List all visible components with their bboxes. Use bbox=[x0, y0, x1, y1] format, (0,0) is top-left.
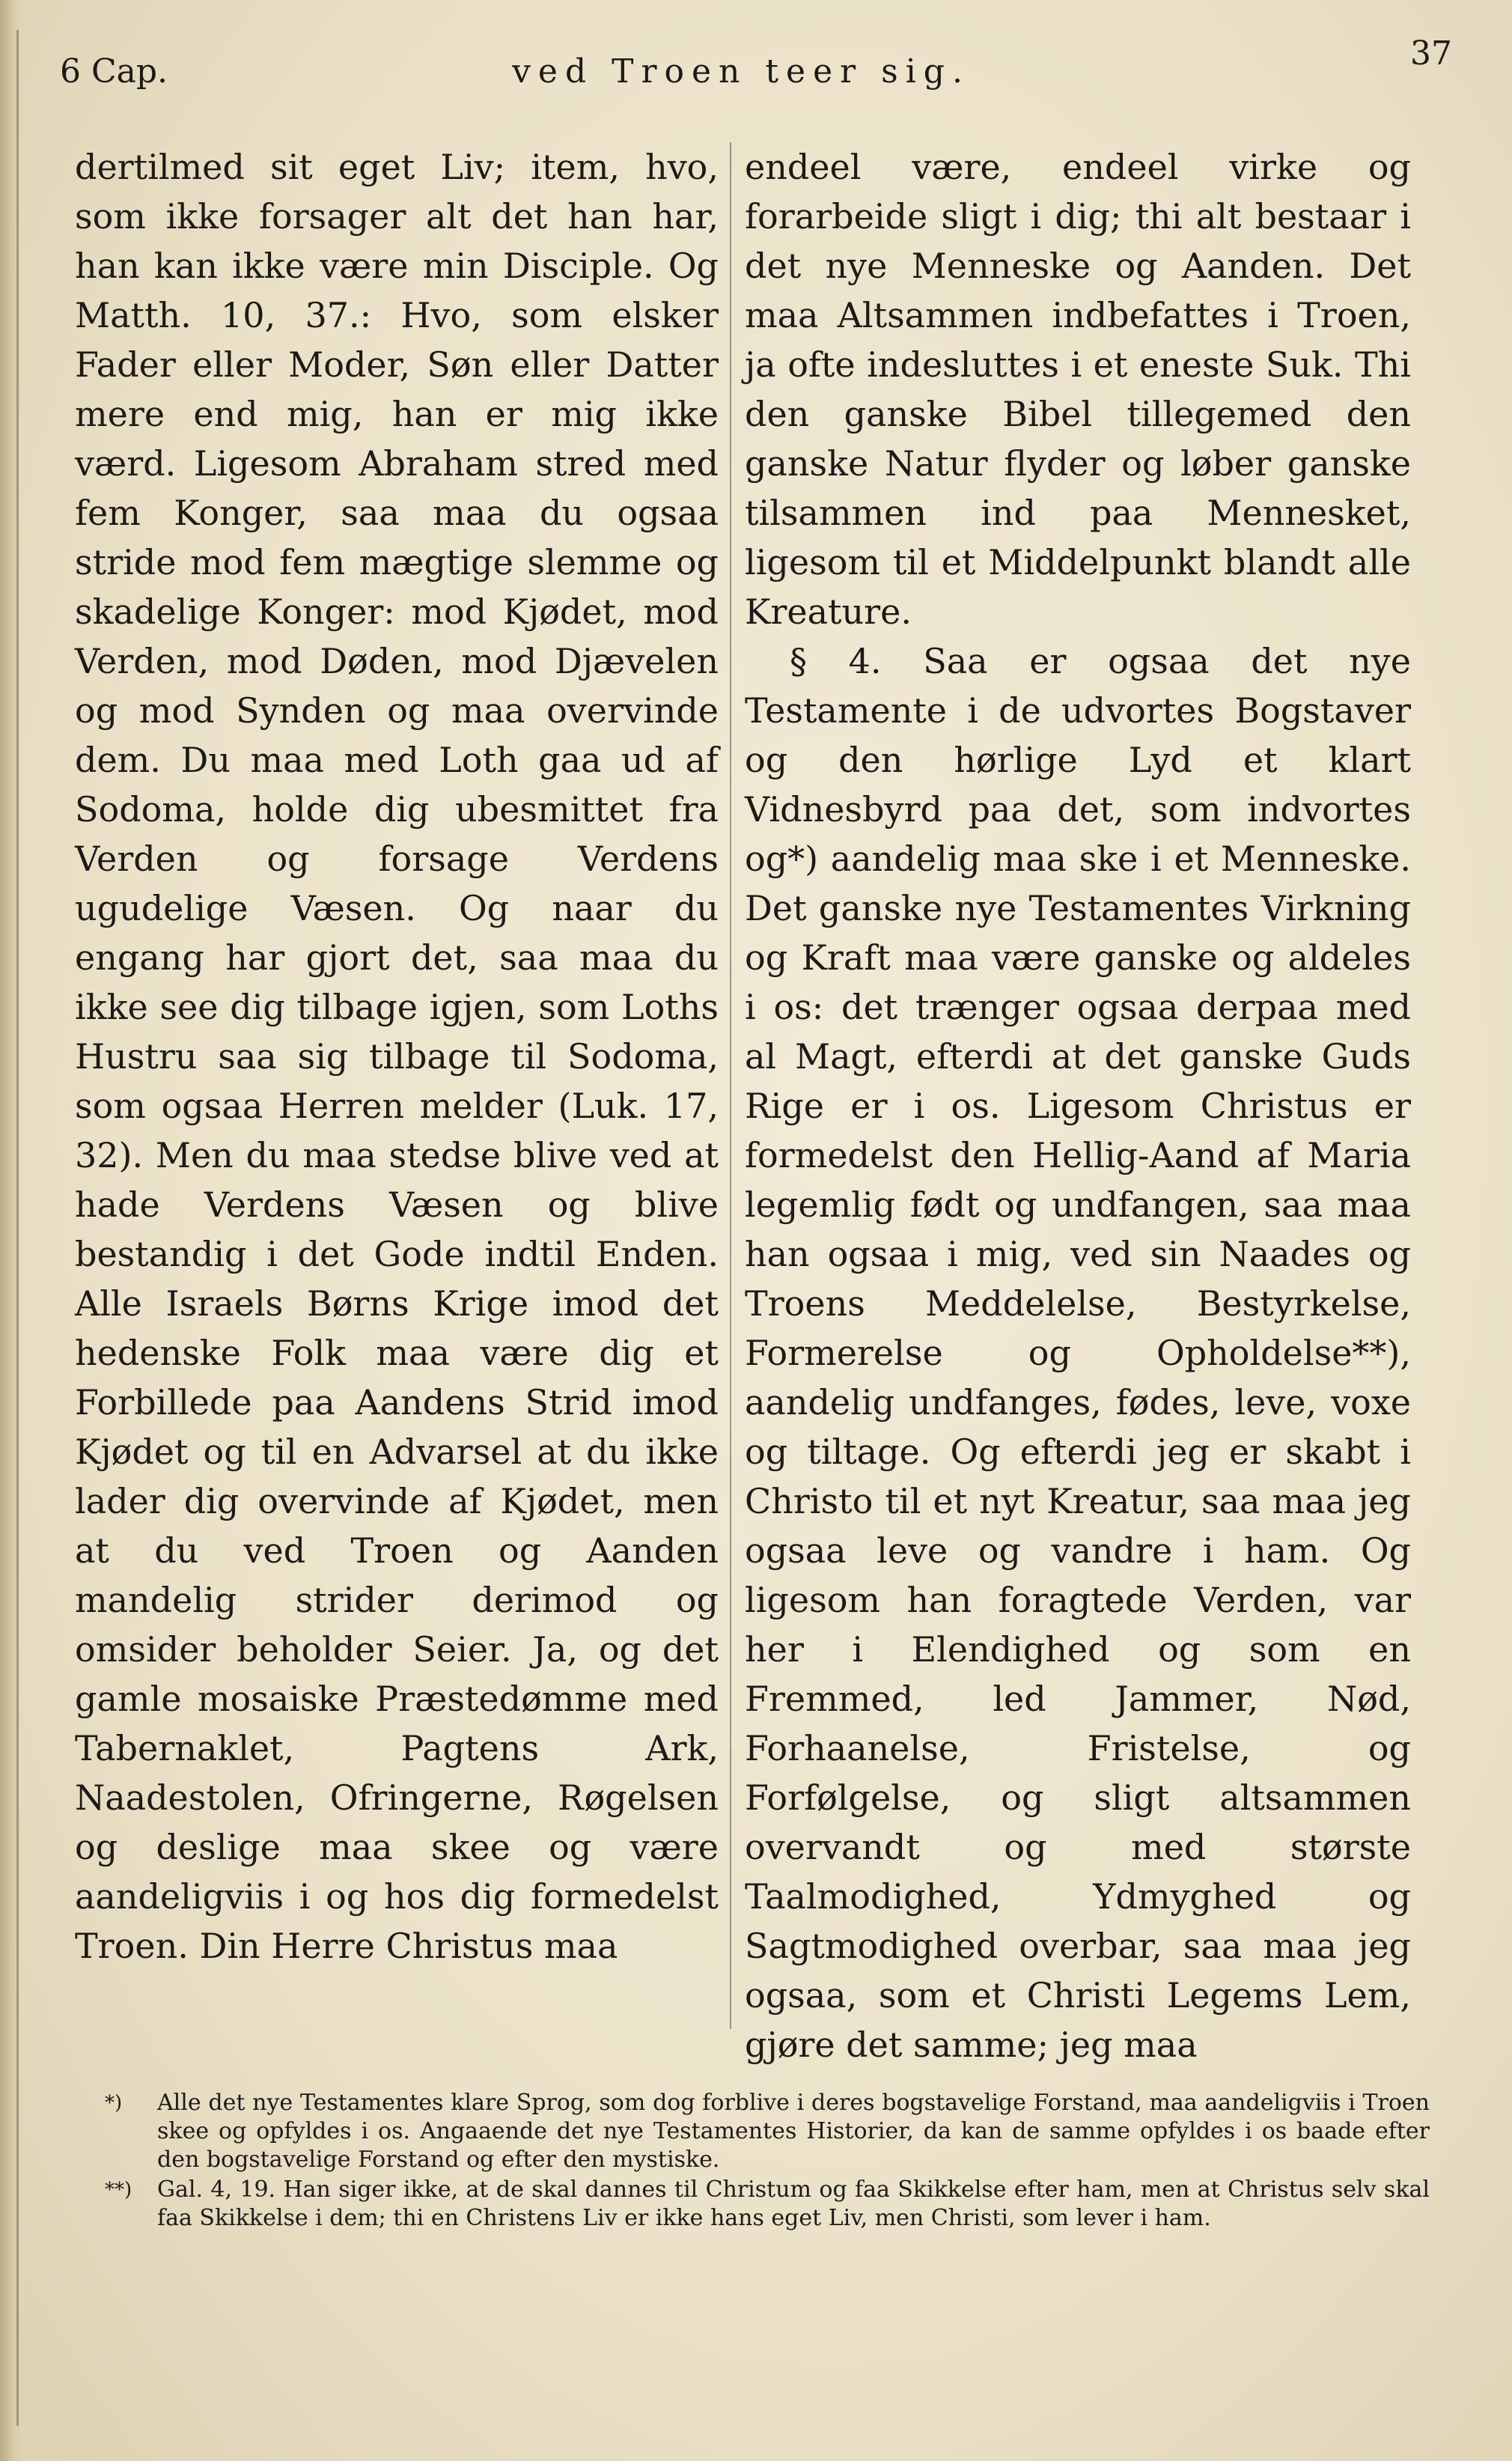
page-number: 37 bbox=[1410, 34, 1452, 73]
right-column bbox=[745, 142, 1411, 2069]
footnotes bbox=[105, 2089, 1430, 2234]
left-column bbox=[75, 142, 719, 1971]
right-paragraph-2: § 4. Saa er ogsaa det nye Testamente i de udvortes Bogstaver og den hørlige Lyd et klart Vidnesbyrd paa det, som indvortes og*) aandelig maa ske i et Menneske. Det ganske nye Testamentes Virkning og Kraft maa være ganske og aldeles i os: det trænger ogsaa derpaa med al Magt, efterdi at det ganske Guds Rige er i os. Ligesom Christus er formedelst den Hellig-Aand af Maria legemlig født og undfangen, saa maa han ogsaa i mig, ved sin Naades og Troens Meddelelse, Bestyrkelse, Formerelse og Opholdelse**), aandelig undfanges, fødes, leve, voxe og tiltage. Og efterdi jeg er skabt i Christo til et nyt Kreatur, saa maa jeg ogsaa leve og vandre i ham. Og ligesom han foragtede Verden, var her i Elendighed og som en Fremmed, led Jammer, Nød, Forhaanelse, Fristelse, og Forfølgelse, og sligt altsammen overvandt og med største Taalmodighed, Ydmyghed og Sagtmodighed overbar, saa maa jeg ogsaa, som et Christi Legems Lem, gjøre det samme; jeg maa bbox=[745, 641, 1411, 2065]
page-edge-rule bbox=[16, 30, 19, 2426]
right-paragraph-1: endeel være, endeel virke og forarbeide sligt i dig; thi alt bestaar i det nye Menneske og Aanden. Det maa Altsammen indbefattes i Troen, ja ofte indesluttes i et eneste Suk. Thi den ganske Bibel tillegemed den ganske Natur flyder og løber ganske tilsammen ind paa Mennesket, ligesom til et Middelpunkt blandt alle Kreature. bbox=[745, 147, 1411, 632]
footnote-mark: *) bbox=[105, 2092, 123, 2114]
chapter-label: 6 Cap. bbox=[60, 52, 168, 91]
left-column-text: dertilmed sit eget Liv; item, hvo, som ikke forsager alt det han har, han kan ikke være min Disciple. Og Matth. 10, 37.: Hvo, som elsker Fader eller Moder, Søn eller Datter mere end mig, han er mig ikke værd. Ligesom Abraham stred med fem Konger, saa maa du ogsaa stride mod fem mægtige slemme og skadelige Konger: mod Kjødet, mod Verden, mod Døden, mod Djævelen og mod Synden og maa overvinde dem. Du maa med Loth gaa ud af Sodoma, holde dig ubesmittet fra Verden og forsage Verdens ugudelige Væsen. Og naar du engang har gjort det, saa maa du ikke see dig tilbage igjen, som Loths Hustru saa sig tilbage til Sodoma, som ogsaa Herren melder (Luk. 17, 32). Men du maa stedse blive ved at hade Verdens Væsen og blive bestandig i det Gode indtil Enden. Alle Israels Børns Krige imod det hedenske Folk maa være dig et Forbillede paa Aandens Strid imod Kjødet og til en Advarsel at du ikke lader dig overvinde af Kjødet, men at du ved Troen og Aanden mandelig strider derimod og omsider beholder Seier. Ja, og det gamle mosaiske Præstedømme med Tabernaklet, Pagtens Ark, Naadestolen, Ofringerne, Røgelsen og deslige maa skee og være aandeligviis i og hos dig formedelst Troen. Din Herre Christus maa bbox=[75, 147, 719, 1966]
footnote-mark: **) bbox=[105, 2179, 132, 2201]
column-divider bbox=[730, 142, 731, 2029]
footnote-1 bbox=[105, 2089, 1430, 2174]
footnote-text: Gal. 4, 19. Han siger ikke, at de skal dannes til Christum og faa Skikkelse efter ham, men at Christus selv skal faa Skikkelse i dem; thi en Christens Liv er ikke hans eget Liv, men Christi, som lever i ham. bbox=[157, 2176, 1430, 2231]
running-title: ved Troen teer sig. bbox=[512, 52, 970, 91]
footnote-text: Alle det nye Testamentes klare Sprog, som dog forblive i deres bogstavelige Forstand, maa aandeligviis i Troen skee og opfyldes i os. Angaaende det nye Testamentes Historier, da kan de samme opfyldes i os baade efter den bogstavelige Forstand og efter den mystiske. bbox=[157, 2090, 1430, 2173]
page-header bbox=[60, 34, 1460, 105]
footnote-2 bbox=[105, 2176, 1430, 2233]
